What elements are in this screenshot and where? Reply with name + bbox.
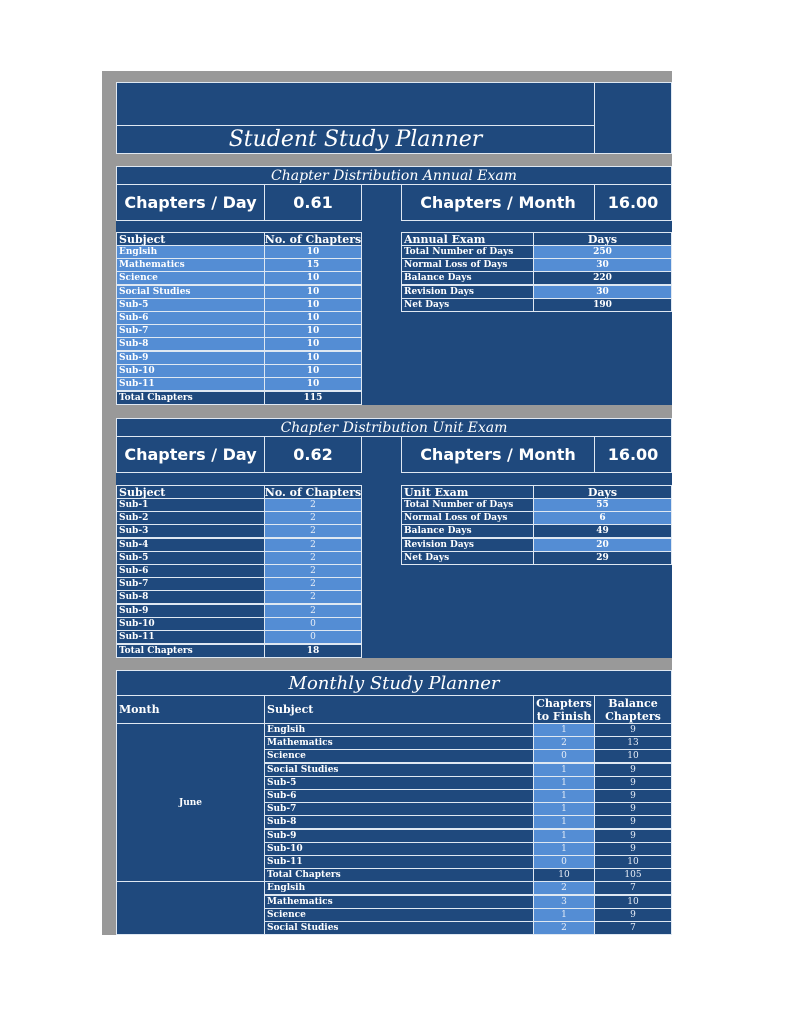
unit-subject-name: Sub-3 [116,524,265,538]
unit-subject-count: 2 [264,538,362,552]
unit-days-label: Balance Days [401,524,534,538]
unit-subject-count: 2 [264,511,362,525]
annual-subject-name: Sub-8 [116,337,265,351]
monthly-chapters-to-finish: 3 [533,895,595,909]
annual-subject-name: Sub-5 [116,298,265,312]
monthly-subject-header: Subject [264,695,534,724]
unit-subject-name: Sub-5 [116,551,265,565]
unit-subject-count: 0 [264,617,362,631]
monthly-finish-header: Chapters to Finish [533,695,595,724]
monthly-month-header: Month [116,695,265,724]
unit-subject-count: 2 [264,564,362,578]
unit-subject-count: 0 [264,630,362,644]
annual-count-header: No. of Chapters [264,232,362,246]
monthly-subject: Sub-5 [264,776,534,790]
monthly-total-finish: 10 [533,868,595,882]
unit-subject-count: 2 [264,498,362,512]
annual-days-value: 190 [533,298,672,312]
unit-days-value: 6 [533,511,672,525]
title-top-cell [116,82,595,126]
annual-subject-name: Sub-9 [116,351,265,365]
annual-subject-count: 10 [264,351,362,365]
unit-days-header: Days [533,485,672,499]
monthly-balance-chapters: 9 [594,789,672,803]
monthly-month-cell [116,881,265,935]
unit-subject-name: Sub-2 [116,511,265,525]
monthly-balance-chapters: 10 [594,895,672,909]
unit-days-label: Revision Days [401,538,534,552]
unit-subject-name: Sub-11 [116,630,265,644]
annual-subject-count: 10 [264,337,362,351]
unit-subject-name: Sub-6 [116,564,265,578]
monthly-balance-chapters: 9 [594,763,672,777]
unit-days-value: 29 [533,551,672,565]
monthly-balance-chapters: 9 [594,802,672,816]
unit-chapters-per-month-value: 16.00 [594,436,672,473]
monthly-chapters-to-finish: 1 [533,763,595,777]
annual-subject-name: Sub-7 [116,324,265,338]
monthly-subject: Sub-7 [264,802,534,816]
monthly-subject: Mathematics [264,895,534,909]
unit-subject-name: Sub-10 [116,617,265,631]
monthly-chapters-to-finish: 2 [533,881,595,895]
annual-subject-count: 10 [264,271,362,285]
monthly-subject: Mathematics [264,736,534,750]
annual-days-value: 30 [533,285,672,299]
unit-days-label: Total Number of Days [401,498,534,512]
unit-days-table-header: Unit Exam [401,485,534,499]
page-title: Student Study Planner [116,125,595,154]
monthly-subject: Sub-11 [264,855,534,869]
monthly-balance-header: Balance Chapters [594,695,672,724]
unit-subject-count: 2 [264,590,362,604]
monthly-subject: Sub-9 [264,829,534,843]
annual-days-table-header: Annual Exam [401,232,534,246]
annual-subject-name: Englsih [116,245,265,259]
annual-chapters-per-day-value: 0.61 [264,184,362,221]
monthly-balance-chapters: 7 [594,921,672,935]
monthly-subject: Englsih [264,881,534,895]
monthly-balance-chapters: 9 [594,829,672,843]
annual-subject-name: Social Studies [116,285,265,299]
monthly-subject: Sub-8 [264,815,534,829]
title-side-cell [594,82,672,154]
annual-subject-name: Science [116,271,265,285]
annual-days-label: Revision Days [401,285,534,299]
monthly-month-cell: June [116,723,265,882]
annual-days-label: Total Number of Days [401,245,534,259]
unit-subject-name: Sub-7 [116,577,265,591]
monthly-subject: Social Studies [264,763,534,777]
monthly-total-label: Total Chapters [264,868,534,882]
unit-subject-header: Subject [116,485,265,499]
monthly-chapters-to-finish: 1 [533,776,595,790]
annual-subject-name: Mathematics [116,258,265,272]
annual-subject-count: 15 [264,258,362,272]
annual-subject-count: 10 [264,324,362,338]
unit-subject-count: 2 [264,577,362,591]
monthly-balance-chapters: 9 [594,723,672,737]
monthly-chapters-to-finish: 0 [533,855,595,869]
monthly-chapters-to-finish: 2 [533,736,595,750]
monthly-chapters-to-finish: 1 [533,723,595,737]
unit-days-value: 20 [533,538,672,552]
annual-subject-name: Sub-6 [116,311,265,325]
annual-subject-name: Sub-10 [116,364,265,378]
unit-subject-name: Sub-8 [116,590,265,604]
monthly-chapters-to-finish: 1 [533,908,595,922]
monthly-chapters-to-finish: 0 [533,749,595,763]
unit-heading: Chapter Distribution Unit Exam [116,418,672,437]
unit-subject-name: Sub-4 [116,538,265,552]
annual-days-label: Normal Loss of Days [401,258,534,272]
annual-subject-count: 10 [264,364,362,378]
monthly-balance-chapters: 13 [594,736,672,750]
unit-subject-name: Sub-1 [116,498,265,512]
annual-days-header: Days [533,232,672,246]
unit-days-value: 49 [533,524,672,538]
monthly-balance-chapters: 10 [594,855,672,869]
annual-subject-count: 10 [264,298,362,312]
monthly-subject: Science [264,908,534,922]
annual-subject-count: 10 [264,311,362,325]
unit-subject-count: 2 [264,604,362,618]
monthly-subject: Social Studies [264,921,534,935]
monthly-subject: Sub-10 [264,842,534,856]
unit-days-label: Normal Loss of Days [401,511,534,525]
monthly-balance-chapters: 9 [594,842,672,856]
monthly-total-balance: 105 [594,868,672,882]
monthly-balance-chapters: 7 [594,881,672,895]
unit-total-label: Total Chapters [116,644,265,658]
monthly-heading: Monthly Study Planner [116,670,672,696]
unit-count-header: No. of Chapters [264,485,362,499]
annual-chapters-per-month-value: 16.00 [594,184,672,221]
unit-chapters-per-day-value: 0.62 [264,436,362,473]
annual-subject-count: 10 [264,285,362,299]
unit-days-value: 55 [533,498,672,512]
monthly-balance-chapters: 9 [594,776,672,790]
annual-heading: Chapter Distribution Annual Exam [116,166,672,185]
unit-subject-name: Sub-9 [116,604,265,618]
monthly-balance-chapters: 10 [594,749,672,763]
annual-days-value: 30 [533,258,672,272]
annual-subject-count: 10 [264,245,362,259]
monthly-chapters-to-finish: 1 [533,802,595,816]
unit-total-value: 18 [264,644,362,658]
monthly-balance-chapters: 9 [594,815,672,829]
monthly-subject: Science [264,749,534,763]
unit-chapters-per-month-label: Chapters / Month [401,436,595,473]
annual-subject-count: 10 [264,377,362,391]
annual-subject-name: Sub-11 [116,377,265,391]
annual-days-value: 220 [533,271,672,285]
monthly-subject: Englsih [264,723,534,737]
annual-subject-header: Subject [116,232,265,246]
annual-total-value: 115 [264,391,362,405]
unit-subject-count: 2 [264,524,362,538]
monthly-chapters-to-finish: 1 [533,842,595,856]
unit-subject-count: 2 [264,551,362,565]
monthly-chapters-to-finish: 1 [533,789,595,803]
annual-days-label: Balance Days [401,271,534,285]
monthly-chapters-to-finish: 1 [533,815,595,829]
annual-chapters-per-month-label: Chapters / Month [401,184,595,221]
monthly-subject: Sub-6 [264,789,534,803]
annual-days-value: 250 [533,245,672,259]
annual-chapters-per-day-label: Chapters / Day [116,184,265,221]
unit-chapters-per-day-label: Chapters / Day [116,436,265,473]
monthly-balance-chapters: 9 [594,908,672,922]
annual-days-label: Net Days [401,298,534,312]
unit-days-label: Net Days [401,551,534,565]
monthly-chapters-to-finish: 2 [533,921,595,935]
monthly-chapters-to-finish: 1 [533,829,595,843]
annual-total-label: Total Chapters [116,391,265,405]
